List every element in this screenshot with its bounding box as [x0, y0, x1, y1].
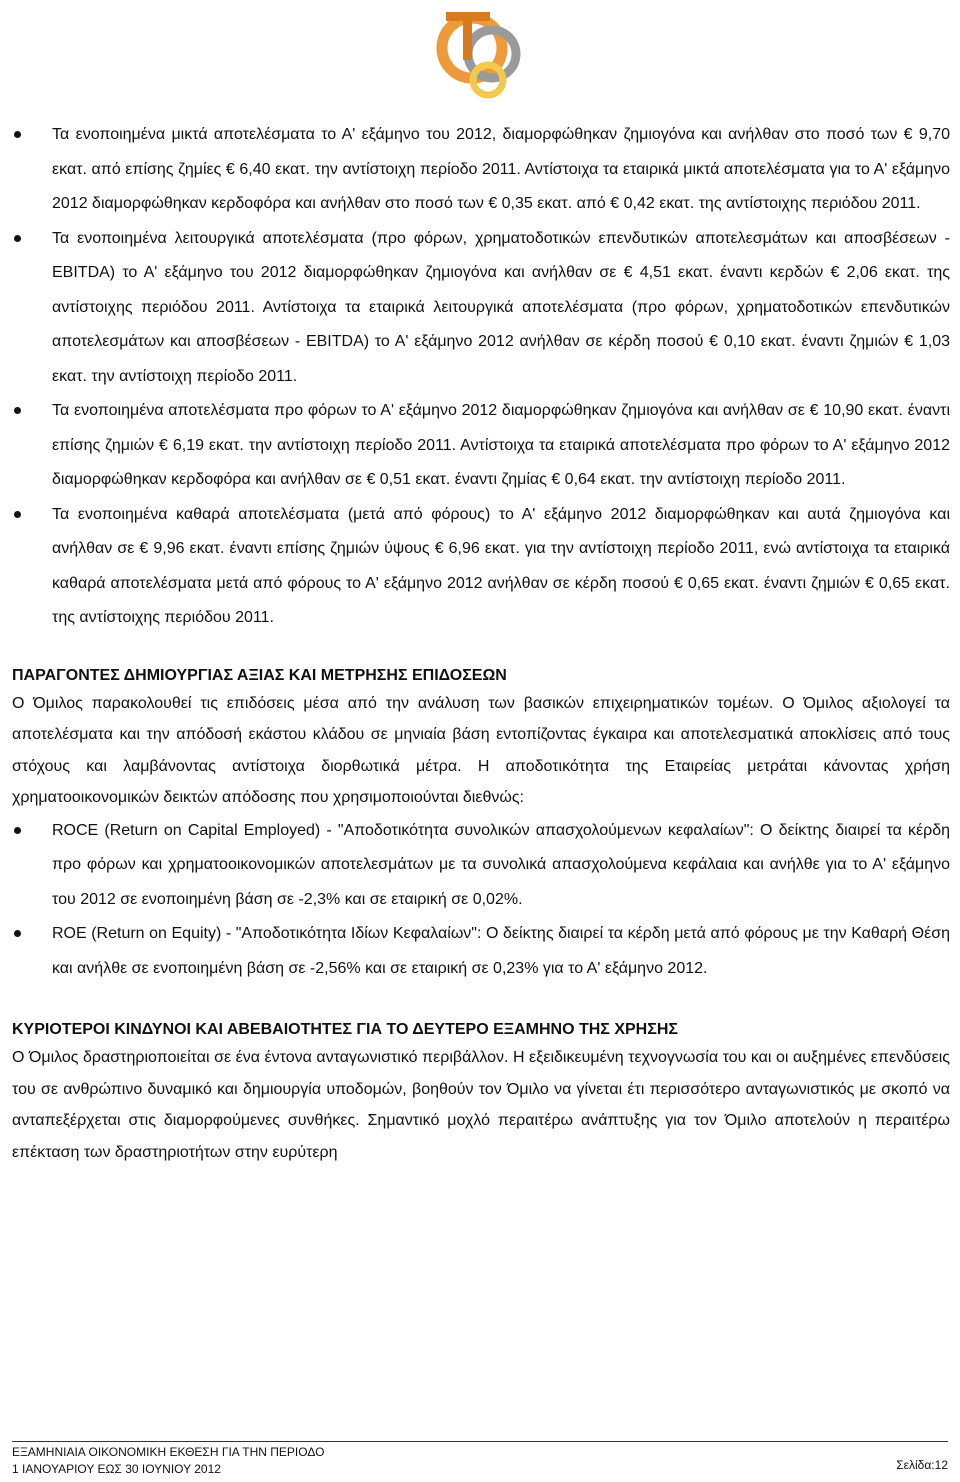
list-item-text: Τα ενοποιημένα καθαρά αποτελέσματα (μετά από φόρους) το Α' εξάμηνο 2012 διαμορφώθηκαν και αυτά ζημιογόνα και ανήλθαν σε € 9,96 εκατ. έναντι επίσης ζημιών ύψους € 6,96 εκατ. για την αντίστοιχη περίοδο 2011, ενώ αντίστοιχα τα εταιρικά καθαρά αποτελέσματα μετά από φόρους το Α' εξάμηνο 2012 ανήλθαν σε κέρδη ποσού € 0,65 εκατ. έναντι ζημιών € 0,65 εκατ. της αντίστοιχης περιόδου 2011. — [52, 505, 950, 626]
list-item — [12, 118, 950, 222]
page-number: 12 — [934, 1458, 948, 1472]
list-item — [12, 222, 950, 395]
list-item — [12, 498, 950, 636]
footer-title-line1: ΕΞΑΜΗΝΙΑΙΑ ΟΙΚΟΝΟΜΙΚΗ ΕΚΘΕΣΗ ΓΙΑ ΤΗΝ ΠΕΡΙΟΔΟ — [12, 1445, 325, 1459]
list-item-text: ROCE (Return on Capital Employed) - "Αποδοτικότητα συνολικών απασχολούμενων κεφαλαίων": Ο δείκτης διαιρεί τα κέρδη προ φόρων και χρηματοοικονομικών αποτελεσμάτων με τα συνολικά απασχολούμενα κεφάλαια και ανήλθε για το Α' εξάμηνο του 2012 σε ενοποιημένη βάση σε -2,3% και σε εταιρική σε 0,02%. — [52, 821, 950, 908]
bullet-icon — [14, 131, 21, 138]
section-paragraph: Ο Όμιλος παρακολουθεί τις επιδόσεις μέσα από την ανάλυση των βασικών επιχειρηματικών τομέων. Ο Όμιλος αξιολογεί τα αποτελέσματα και την απόδοσή εκάστου κλάδου σε μηνιαία βάση εντοπίζοντας έγκαιρα και αποτελεσματικά αποκλίσεις από τους στόχους και λαμβάνοντας αντίστοιχα διορθωτικά μέτρα. Η αποδοτικότητα της Εταιρείας μετράται κάνοντας χρήση χρηματοοικονομικών δεικτών απόδοσης που χρησιμοποιούνται διεθνώς: — [12, 694, 950, 806]
results-bullet-list — [12, 118, 950, 636]
bullet-icon — [14, 511, 21, 518]
bullet-icon — [14, 827, 21, 834]
logo-t-stem — [463, 12, 472, 60]
list-item — [12, 394, 950, 498]
list-item — [12, 917, 950, 986]
page-content — [12, 118, 950, 1168]
list-item-text: Τα ενοποιημένα μικτά αποτελέσματα το Α' εξάμηνο του 2012, διαμορφώθηκαν ζημιογόνα και ανήλθαν στο ποσό των € 9,70 εκατ. από επίσης ζημίες € 6,40 εκατ. την αντίστοιχη περίοδο 2011. Αντίστοιχα τα εταιρικά μικτά αποτελέσματα για το Α' εξάμηνο 2012 διαμορφώθηκαν κερδοφόρα και ανήλθαν στο ποσό των € 0,35 εκατ. από € 0,42 εκατ. της αντίστοιχης περιόδου 2011. — [52, 126, 950, 212]
section-heading: ΠΑΡΑΓΟΝΤΕΣ ΔΗΜΙΟΥΡΓΙΑΣ ΑΞΙΑΣ ΚΑΙ ΜΕΤΡΗΣΗΣ ΕΠΙΔΟΣΕΩΝ — [12, 666, 507, 684]
list-item-text: Τα ενοποιημένα αποτελέσματα προ φόρων το Α' εξάμηνο 2012 διαμορφώθηκαν ζημιογόνα και ανήλθαν σε € 10,90 εκατ. έναντι επίσης ζημιών € 6,19 εκατ. την αντίστοιχη περίοδο 2011. Αντίστοιχα τα εταιρικά αποτελέσματα προ φόρων το Α' εξάμηνο 2012 διαμορφώθηκαν κερδοφόρα και ανήλθαν σε € 0,51 εκατ. έναντι ζημίας € 0,64 εκατ. την αντίστοιχη περίοδο 2011. — [52, 402, 950, 488]
section-heading: ΚΥΡΙΟΤΕΡΟΙ ΚΙΝΔΥΝΟΙ ΚΑΙ ΑΒΕΒΑΙΟΤΗΤΕΣ ΓΙΑ ΤΟ ΔΕΥΤΕΡΟ ΕΞΑΜΗΝΟ ΤΗΣ ΧΡΗΣΗΣ — [12, 1021, 678, 1038]
list-item — [12, 814, 950, 918]
footer-title-line2: 1 ΙΑΝΟΥΑΡΙΟΥ ΕΩΣ 30 ΙΟΥΝΙΟΥ 2012 — [12, 1462, 221, 1476]
page-number-indicator — [896, 1458, 948, 1472]
footer-divider — [12, 1441, 948, 1442]
bullet-icon — [14, 407, 21, 414]
value-creation-section — [12, 664, 950, 987]
bullet-icon — [14, 930, 21, 937]
page-footer — [0, 1441, 960, 1482]
bullet-icon — [14, 235, 21, 242]
company-logo — [432, 4, 528, 100]
page-label: Σελίδα: — [896, 1458, 935, 1472]
list-item-text: Τα ενοποιημένα λειτουργικά αποτελέσματα (προ φόρων, χρηματοδοτικών επενδυτικών αποτελεσμάτων και αποσβέσεων - EBITDA) το Α' εξάμηνο του 2012 διαμορφώθηκαν ζημιογόνα και ανήλθαν σε € 4,51 εκατ. έναντι κερδών € 2,06 εκατ. της αντίστοιχης περιόδου 2011. Αντίστοιχα τα εταιρικά λειτουργικά αποτελέσματα (προ φόρων, χρηματοδοτικών επενδυτικών αποτελεσμάτων και αποσβέσεων - EBITDA) το Α' εξάμηνο 2012 ανήλθαν σε κέρδη ποσού € 0,10 εκατ. έναντι ζημιών € 1,03 εκατ. την αντίστοιχη περίοδο 2011. — [52, 229, 950, 385]
section-paragraph: Ο Όμιλος δραστηριοποιείται σε ένα έντονα ανταγωνιστικό περιβάλλον. Η εξειδικευμένη τεχνογνωσία του και οι αυξημένες επενδύσεις του σε ανθρώπινο δυναμικό και δημιουργία υποδομών, βοηθούν τον Όμιλο να γίνεται έτι περισσότερο ανταγωνιστικός με σκοπό να ανταπεξέρχεται στις διαμορφούμενες συνθήκες. Σημαντικό μοχλό περαιτέρω ανάπτυξης για τον Όμιλο αποτελούν η περαιτέρω επέκταση των δραστηριοτήτων στην ευρύτερη — [12, 1049, 950, 1161]
kpi-bullet-list — [12, 814, 950, 987]
footer-title — [12, 1444, 324, 1478]
risks-section — [12, 1018, 950, 1168]
list-item-text: ROE (Return on Equity) - "Αποδοτικότητα Ιδίων Κεφαλαίων": Ο δείκτης διαιρεί τα κέρδη μετά από φόρους με την Καθαρή Θέση και ανήλθε σε ενοποιημένη βάση σε -2,56% και σε εταιρική σε 0,23% για το Α' εξάμηνο 2012. — [52, 925, 950, 977]
